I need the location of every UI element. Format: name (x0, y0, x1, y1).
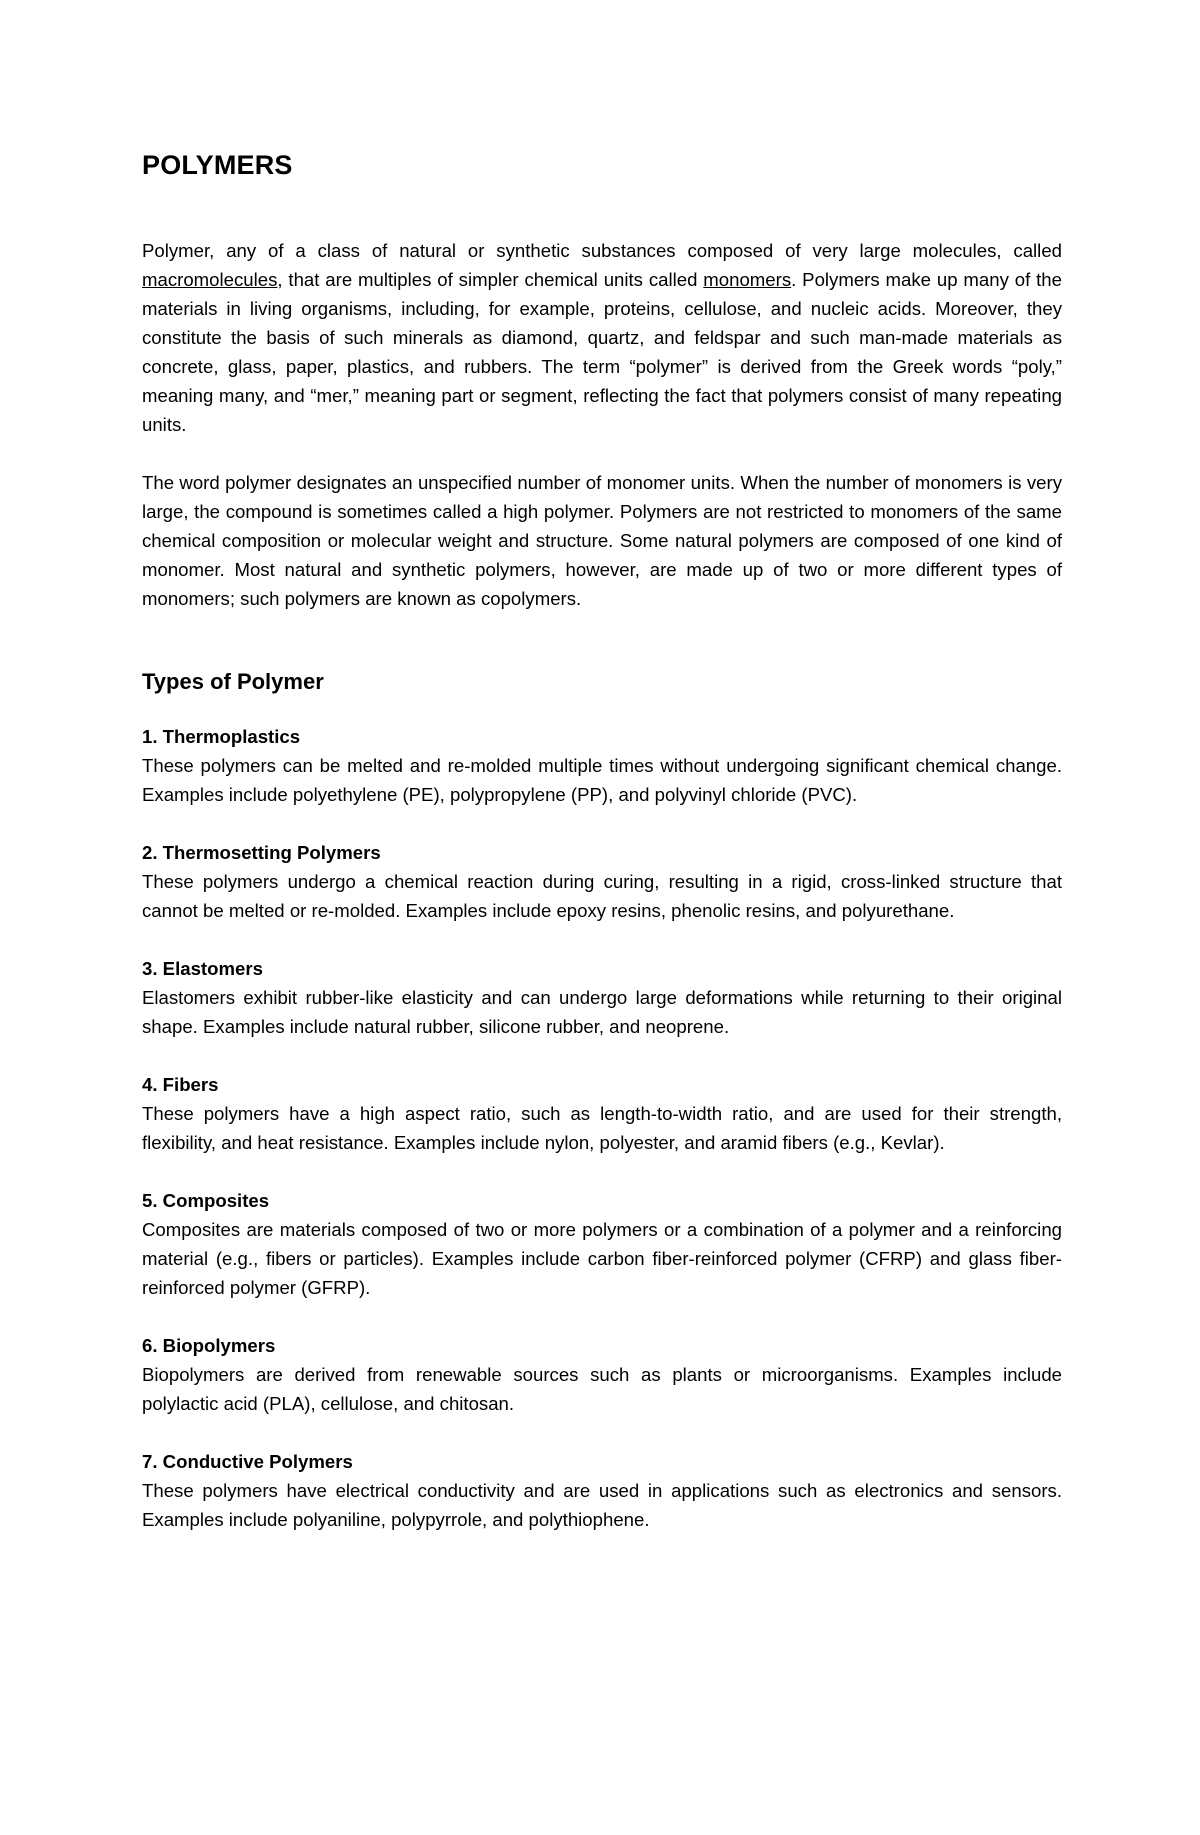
types-list (142, 722, 1062, 1534)
type-description: These polymers have a high aspect ratio, such as length-to-width ratio, and are used for their strength, flexibility, and heat resistance. Examples include nylon, polyester, and aramid fibers (e.g., Kevlar). (142, 1103, 1062, 1153)
type-description: These polymers have electrical conductivity and are used in applications such as electronics and sensors. Examples include polyaniline, polypyrrole, and polythiophene. (142, 1480, 1062, 1530)
types-heading: Types of Polymer (142, 669, 324, 694)
type-item-biopolymers (142, 1331, 1062, 1418)
document-title: POLYMERS (142, 150, 293, 180)
type-item-composites (142, 1186, 1062, 1302)
type-item-elastomers (142, 954, 1062, 1041)
type-description: Elastomers exhibit rubber-like elasticity and can undergo large deformations while returning to their original shape. Examples include natural rubber, silicone rubber, and neoprene. (142, 987, 1062, 1037)
intro-text-1: Polymer, any of a class of natural or synthetic substances composed of very large molecules, called (142, 240, 1062, 261)
type-description: Biopolymers are derived from renewable sources such as plants or microorganisms. Examples include polylactic acid (PLA), cellulose, and chitosan. (142, 1364, 1062, 1414)
type-title: 5. Composites (142, 1190, 270, 1211)
intro-text-2: , that are multiples of simpler chemical units called (277, 269, 704, 290)
document-content (142, 148, 1062, 1563)
intro-paragraph-2: The word polymer designates an unspecified number of monomer units. When the number of monomers is very large, the compound is sometimes called a high polymer. Polymers are not restricted to monomers of the same chemical composition or molecular weight and structure. Some natural polymers are composed of one kind of monomer. Most natural and synthetic polymers, however, are made up of two or more different types of monomers; such polymers are known as copolymers. (142, 472, 1062, 609)
intro-paragraph-1 (142, 236, 1062, 439)
type-item-thermoplastics (142, 722, 1062, 809)
type-title: 4. Fibers (142, 1074, 219, 1095)
type-title: 3. Elastomers (142, 958, 263, 979)
type-description: Composites are materials composed of two or more polymers or a combination of a polymer and a reinforcing material (e.g., fibers or particles). Examples include carbon fiber-reinforced polymer (CFRP) and glass fiber-reinforced polymer (GFRP). (142, 1219, 1062, 1298)
type-title: 2. Thermosetting Polymers (142, 842, 381, 863)
link-macromolecules[interactable]: macromolecules (142, 269, 278, 290)
type-title: 7. Conductive Polymers (142, 1451, 353, 1472)
type-description: These polymers undergo a chemical reaction during curing, resulting in a rigid, cross-linked structure that cannot be melted or re-molded. Examples include epoxy resins, phenolic resins, and polyurethane. (142, 871, 1062, 921)
type-item-thermosetting (142, 838, 1062, 925)
type-description: These polymers can be melted and re-molded multiple times without undergoing significant chemical change. Examples include polyethylene (PE), polypropylene (PP), and polyvinyl chloride (PVC). (142, 755, 1062, 805)
type-title: 1. Thermoplastics (142, 726, 301, 747)
type-item-conductive (142, 1447, 1062, 1534)
link-monomers[interactable]: monomers (703, 269, 792, 290)
type-title: 6. Biopolymers (142, 1335, 276, 1356)
intro-text-3: . Polymers make up many of the materials in living organisms, including, for example, proteins, cellulose, and nucleic acids. Moreover, they constitute the basis of such minerals as diamond, quartz, and feldspar and such man-made materials as concrete, glass, paper, plastics, and rubbers. The term “polymer” is derived from the Greek words “poly,” meaning many, and “mer,” meaning part or segment, reflecting the fact that polymers consist of many repeating units. (142, 269, 1062, 435)
type-item-fibers (142, 1070, 1062, 1157)
